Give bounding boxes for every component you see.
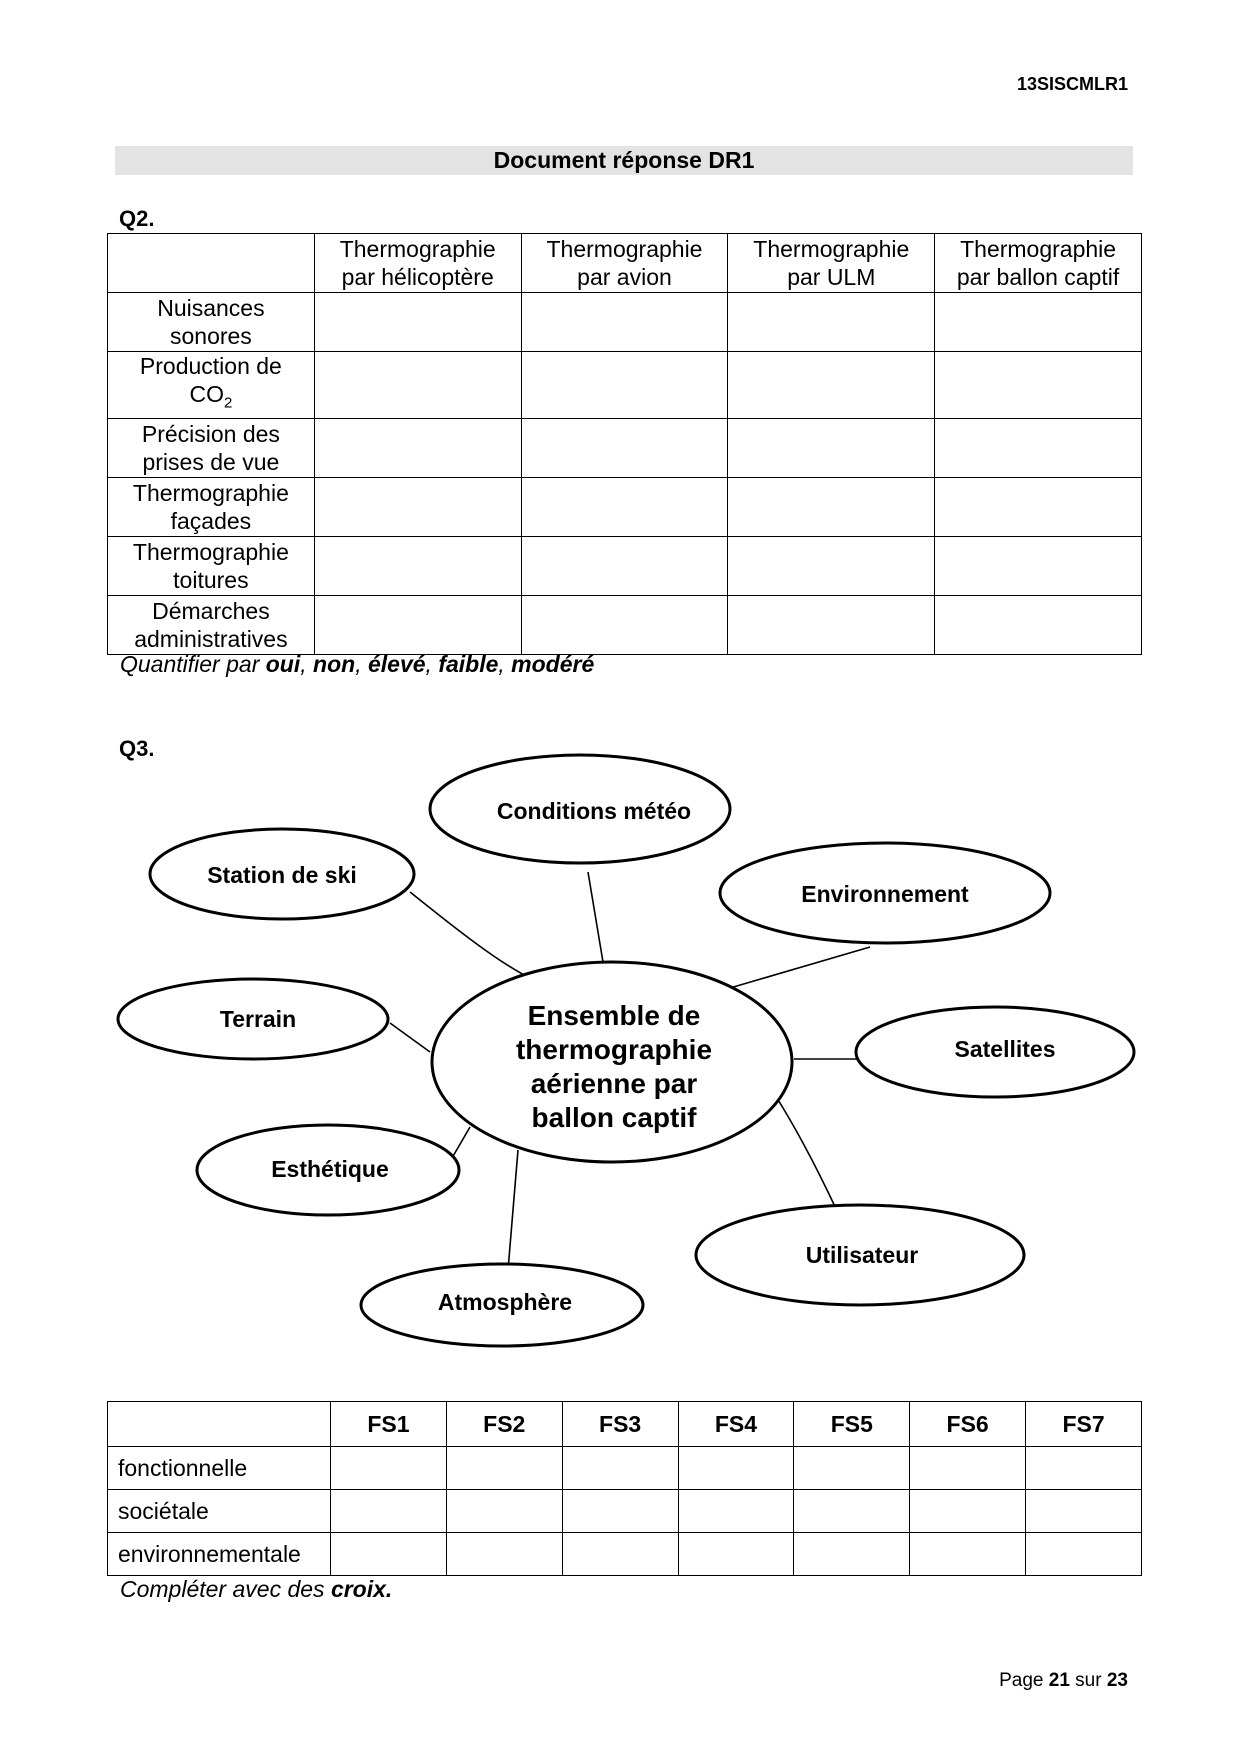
- row-header-precision: Précision des prises de vue: [108, 418, 315, 477]
- column-header-ulm: Thermographie par ULM: [728, 234, 935, 293]
- node-environnement: Environnement: [801, 881, 969, 907]
- page-number: Page 21 sur 23: [999, 1670, 1128, 1691]
- answer-cell[interactable]: [331, 1447, 447, 1490]
- fs-classification-table: [107, 1401, 1142, 1576]
- svg-text:ballon captif: ballon captif: [531, 1102, 697, 1133]
- header-fs4: FS4: [678, 1402, 794, 1447]
- svg-text:thermographie: thermographie: [515, 1034, 713, 1065]
- answer-cell[interactable]: [562, 1490, 678, 1533]
- line-terrain: [390, 1023, 430, 1052]
- node-station: Station de ski: [207, 862, 357, 888]
- header-fs1: FS1: [331, 1402, 447, 1447]
- table-row: [108, 1490, 1142, 1533]
- answer-cell[interactable]: [678, 1533, 794, 1576]
- table-row: [108, 1447, 1142, 1490]
- header-fs2: FS2: [446, 1402, 562, 1447]
- answer-cell[interactable]: [794, 1533, 910, 1576]
- row-header-fonctionnelle: fonctionnelle: [108, 1447, 331, 1490]
- answer-cell[interactable]: [794, 1447, 910, 1490]
- answer-cell[interactable]: [1026, 1447, 1142, 1490]
- answer-cell[interactable]: [1026, 1490, 1142, 1533]
- column-header-avion: Thermographie par avion: [521, 234, 728, 293]
- row-header-toitures: Thermographie toitures: [108, 536, 315, 595]
- answer-cell[interactable]: [678, 1490, 794, 1533]
- question-2-label: Q2.: [119, 206, 155, 231]
- node-conditions: Conditions météo: [496, 798, 692, 824]
- header-fs6: FS6: [910, 1402, 1026, 1447]
- answer-cell[interactable]: [562, 1447, 678, 1490]
- row-header-environnementale: environnementale: [108, 1533, 331, 1576]
- answer-cell[interactable]: [910, 1490, 1026, 1533]
- document-title: Document réponse DR1: [115, 146, 1133, 175]
- row-header-societale: sociétale: [108, 1490, 331, 1533]
- line-environnement: [730, 947, 870, 988]
- header-empty-cell: [108, 1402, 331, 1447]
- answer-cell[interactable]: [910, 1533, 1026, 1576]
- header-fs7: FS7: [1026, 1402, 1142, 1447]
- q2-instruction: Quantifier par oui, non, élevé, faible, modéré: [120, 651, 595, 677]
- question-3-label: Q3.: [119, 736, 155, 761]
- svg-text:Ensemble de: Ensemble de: [527, 1000, 701, 1031]
- header-fs5: FS5: [794, 1402, 910, 1447]
- row-header-co2: Production de $CO_2$: [108, 352, 315, 419]
- answer-cell[interactable]: [794, 1490, 910, 1533]
- node-satellites: Satellites: [954, 1036, 1056, 1062]
- document-code: 13SISCMLR1: [1016, 74, 1128, 94]
- table-row: [108, 1533, 1142, 1576]
- answer-cell[interactable]: [562, 1533, 678, 1576]
- q3-instruction: Compléter avec des croix.: [120, 1576, 393, 1602]
- answer-cell[interactable]: [446, 1447, 562, 1490]
- table-header-row: [108, 1402, 1142, 1447]
- answer-cell[interactable]: [446, 1490, 562, 1533]
- header-fs3: FS3: [562, 1402, 678, 1447]
- answer-cell[interactable]: [1026, 1533, 1142, 1576]
- column-header-ballon: Thermographie par ballon captif: [935, 234, 1142, 293]
- row-header-facades: Thermographie façades: [108, 477, 315, 536]
- svg-text:aérienne par: aérienne par: [530, 1068, 698, 1099]
- line-conditions: [588, 872, 604, 968]
- answer-cell[interactable]: [331, 1533, 447, 1576]
- line-atmosphere: [508, 1150, 518, 1270]
- line-esthetique: [452, 1127, 470, 1158]
- row-header-demarches: Démarches administratives: [108, 595, 315, 654]
- answer-cell[interactable]: [331, 1490, 447, 1533]
- node-terrain: Terrain: [219, 1006, 297, 1032]
- answer-cell[interactable]: [910, 1447, 1026, 1490]
- node-utilisateur: Utilisateur: [805, 1242, 919, 1268]
- node-esthetique: Esthétique: [271, 1156, 389, 1182]
- answer-cell[interactable]: [446, 1533, 562, 1576]
- column-header-helicoptere: Thermographie par hélicoptère: [314, 234, 521, 293]
- row-header-nuisances: Nuisances sonores: [108, 293, 315, 352]
- answer-cell[interactable]: [678, 1447, 794, 1490]
- node-atmosphere: Atmosphère: [437, 1289, 573, 1315]
